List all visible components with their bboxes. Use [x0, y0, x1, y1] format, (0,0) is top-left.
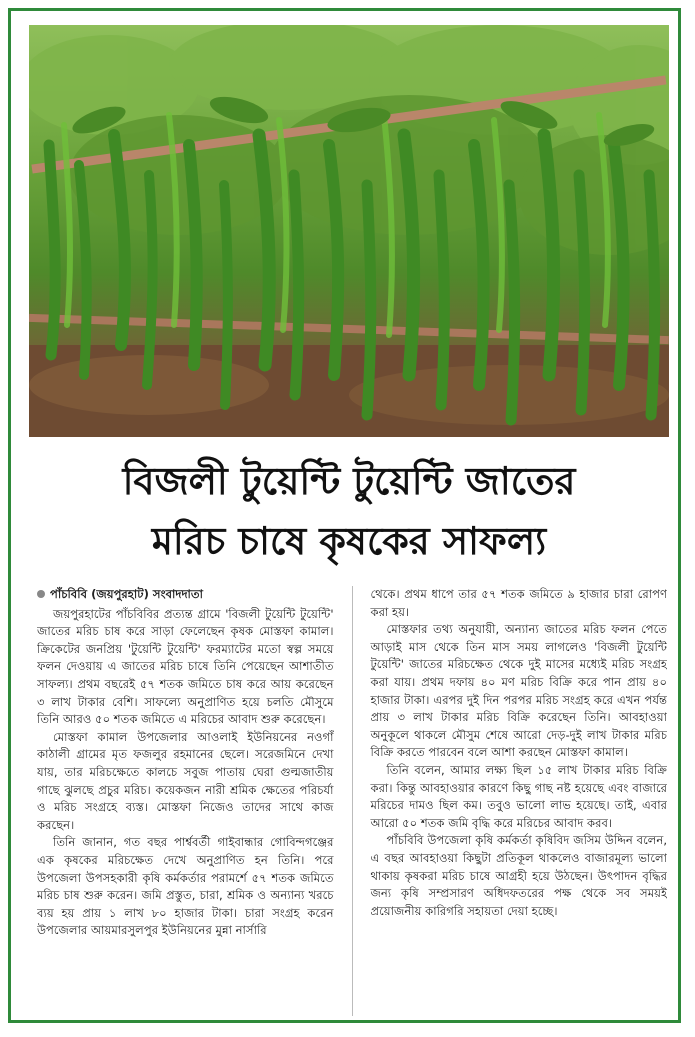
- chili-plants-icon: [29, 25, 669, 437]
- article-column-2: [370, 586, 667, 1016]
- bullet-icon: [37, 590, 45, 598]
- paragraph: থেকে। প্রথম ধাপে তার ৫৭ শতক জমিতে ৯ হাজার চারা রোপণ করা হয়।: [370, 587, 667, 619]
- article-column-1: [37, 586, 334, 1016]
- byline: [37, 586, 334, 604]
- chili-photo: [29, 25, 669, 437]
- headline-line-1: বিজলী টুয়েন্টি টুয়েন্টি জাতের: [122, 459, 576, 503]
- paragraph: জয়পুরহাটের পাঁচবিবির প্রত্যন্ত গ্রামে 'বিজলী টুয়েন্টি টুয়েন্টি' জাতের মরিচ চাষ করে সাড়া ফেলেছেন কৃষক মোস্তফা কামাল। ক্রিকেটের জনপ্রিয় 'টুয়েন্টি টুয়েন্টি' ফরম্যাটের মতো স্বল্প সময়ে ফলন দেওয়ায় এ জাতের মরিচ চাষে তিনি পেয়েছেন আশাতীত সাফল্য। প্রথম বছরেই ৫৭ শতক জমিতে চাষ করে আয় করেছেন ৩ লাখ টাকার বেশি। সাফল্যে অনুপ্রাণিত হয়ে চলতি মৌসুমে তিনি আরও ৫০ শতক জমিতে এ মরিচের আবাদ শুরু করেছেন।: [37, 606, 334, 727]
- article-body: [37, 586, 667, 1016]
- paragraph: তিনি বলেন, আমার লক্ষ্য ছিল ১৫ লাখ টাকার মরিচ বিক্রি করা। কিন্তু আবহাওয়ার কারণে কিছু গাছ নষ্ট হয়েছে এবং বাজারে মরিচের দামও ছিল কম। তবুও ভালো লাভ হয়েছে। তাই, এবার আরো ৫০ শতক জমি বৃদ্ধি করে মরিচের আবাদ করব।: [370, 762, 667, 830]
- headline-line-2: মরিচ চাষে কৃষকের সাফল্য: [151, 519, 547, 563]
- column-divider: [352, 586, 353, 1016]
- paragraph: মোস্তফা কামাল উপজেলার আওলাই ইউনিয়নের নওগাঁ কাঠালী গ্রামের মৃত ফজলুর রহমানের ছেলে। সরেজমিনে দেখা যায়, তার মরিচক্ষেতে কালচে সবুজ পাতায় ঘেরা গুল্মজাতীয় গাছে ঝুলছে প্রচুর মরিচ। কয়েকজন নারী শ্রমিক ক্ষেতের পরিচর্যা ও মরিচ সংগ্রহে ব্যস্ত। মোস্তফা নিজেও তাদের সাথে কাজ করছেন।: [37, 729, 334, 832]
- paragraph: পাঁচবিবি উপজেলা কৃষি কর্মকর্তা কৃষিবিদ জসিম উদ্দিন বলেন, এ বছর আবহাওয়া কিছুটা প্রতিকূল থাকলেও বাজারমূল্য ভালো থাকায় কৃষকরা মরিচ চাষে আগ্রহী হয়ে উঠছেন। উৎপাদন বৃদ্ধির জন্য কৃষি সম্প্রসারণ অধিদফতরের পক্ষ থেকে সব সময়ই প্রয়োজনীয় কারিগরি সহায়তা দেয়া হচ্ছে।: [370, 833, 667, 918]
- paragraph: মোস্তফার তথ্য অনুযায়ী, অন্যান্য জাতের মরিচ ফলন পেতে আড়াই মাস থেকে তিন মাস সময় লাগলেও 'বিজলী টুয়েন্টি টুয়েন্টি' জাতের মরিচক্ষেত থেকে দুই মাসের মধ্যেই মরিচ সংগ্রহ করা যায়। প্রথম দফায় ৪০ মণ মরিচ বিক্রি করে পান প্রায় ৪০ হাজার টাকা। এরপর দুই দিন পরপর মরিচ সংগ্রহ করে এখন পর্যন্ত প্রায় ৩ লাখ টাকার মরিচ বিক্রি করেছেন তিনি। আবহাওয়া অনুকূলে থাকলে মৌসুম শেষে আরো দেড়-দুই লাখ টাকার মরিচ বিক্রি করতে পারবেন বলে আশা করছেন মোস্তফা কামাল।: [370, 622, 667, 760]
- byline-text: পাঁচবিবি (জয়পুরহাট) সংবাদদাতা: [50, 587, 203, 601]
- article-frame: [8, 8, 681, 1023]
- headline: [29, 451, 669, 571]
- paragraph: তিনি জানান, গত বছর পার্শ্ববর্তী গাইবান্ধার গোবিন্দগঞ্জের এক কৃষকের মরিচক্ষেত দেখে অনুপ্রাণিত হন তিনি। পরে উপজেলা উপসহকারী কৃষি কর্মকর্তার পরামর্শে ৫৭ শতক জমিতে মরিচ চাষ শুরু করেন। জমি প্রস্তুত, চারা, শ্রমিক ও অন্যান্য খরচে ব্যয় হয় প্রায় ১ লাখ ৮০ হাজার টাকা। চারা সংগ্রহ করেন উপজেলার আয়মারসুলপুর ইউনিয়নের মুন্না নার্সারি: [37, 835, 334, 938]
